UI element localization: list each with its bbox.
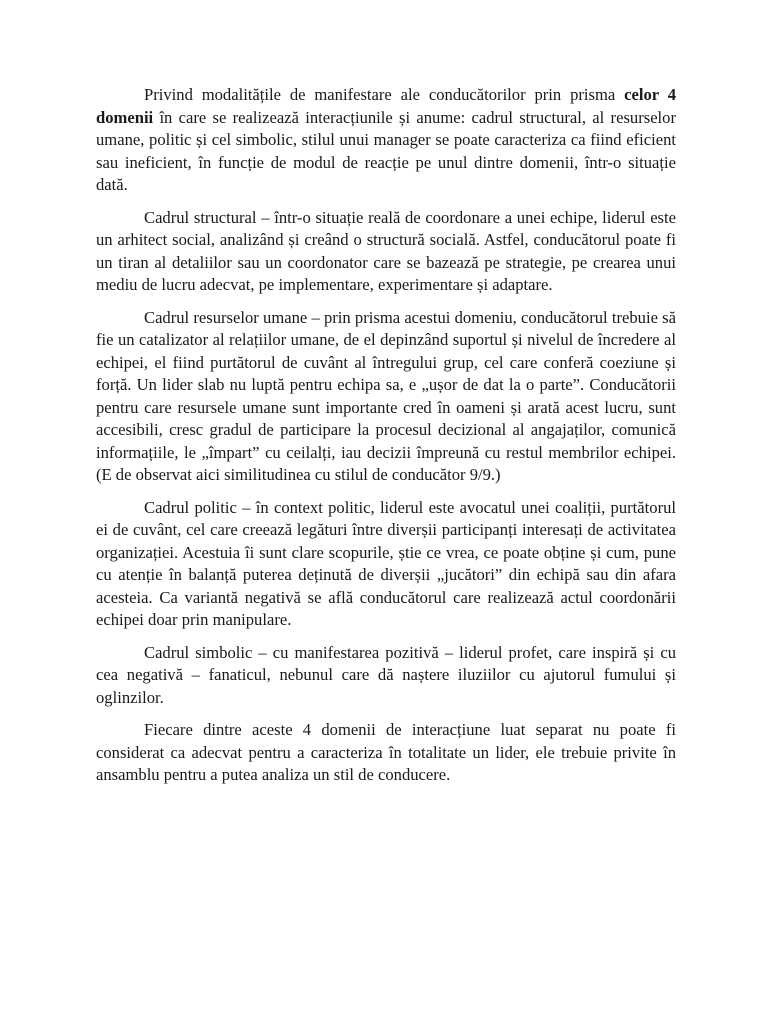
paragraph-intro-text-end: în care se realizează interacțiunile și anume: cadrul structural, al resurselor umane, politic și cel simbolic, stilul unui manager se poate caracteriza ca fiind eficient sau ineficient, în funcție de modul de reacție pe unul dintre domenii, într-o situație dată. (96, 107, 676, 194)
paragraph-intro (96, 84, 676, 197)
paragraph-human-resources: Cadrul resurselor umane – prin prisma acestui domeniu, conducătorul trebuie să fie un catalizator al relațiilor umane, de el depinzând suportul și nivelul de încredere al echipei, el fiind purtătorul de cuvânt al întregului grup, cel care conferă coeziune și forță. Un lider slab nu luptă pentru echipa sa, e „ușor de dat la o parte”. Conducătorii pentru care resursele umane sunt importante cred în oameni și arată acest lucru, sunt accesibili, cresc gradul de participare la procesul decizional al angajaților, comunică informațiile, le „împart” cu ceilalți, iau decizii împreună cu restul membrilor echipei. (E de observat aici similitudinea cu stilul de conducător 9/9.) (96, 307, 676, 484)
document-page (96, 84, 676, 797)
paragraph-intro-text-start: Privind modalitățile de manifestare ale conducătorilor prin prisma (144, 85, 625, 104)
paragraph-structural: Cadrul structural – într-o situație reală de coordonare a unei echipe, liderul este un arhitect social, analizând și creând o structură socială. Astfel, conducătorul poate fi un tiran al detaliilor sau un coordonator care se bazează pe strategie, pe crearea unui mediu de lucru adecvat, pe implementare, experimentare și adaptare. (96, 207, 676, 294)
paragraph-intro-bold-text: celor 4 domenii (96, 85, 676, 127)
paragraph-political: Cadrul politic – în context politic, liderul este avocatul unei coaliții, purtătorul ei de cuvânt, cel care creează legături între diverșii participanți interesați de activitatea organizației. Acestuia îi sunt clare scopurile, știe ce vrea, ce poate obține și cum, pune cu atenție în balanță puterea deținută de diverșii „jucători” din echipă sau din afara acesteia. Ca variantă negativă se află conducătorul care realizează actul coordonării echipei doar prin manipulare. (96, 497, 676, 629)
paragraph-symbolic: Cadrul simbolic – cu manifestarea pozitivă – liderul profet, care inspiră și cu cea negativă – fanaticul, nebunul care dă naștere iluziilor cu ajutorul fumului și oglinzilor. (96, 642, 676, 707)
paragraph-conclusion: Fiecare dintre aceste 4 domenii de interacțiune luat separat nu poate fi considerat ca adecvat pentru a caracteriza în totalitate un lider, ele trebuie privite în ansamblu pentru a putea analiza un stil de conducere. (96, 720, 676, 784)
